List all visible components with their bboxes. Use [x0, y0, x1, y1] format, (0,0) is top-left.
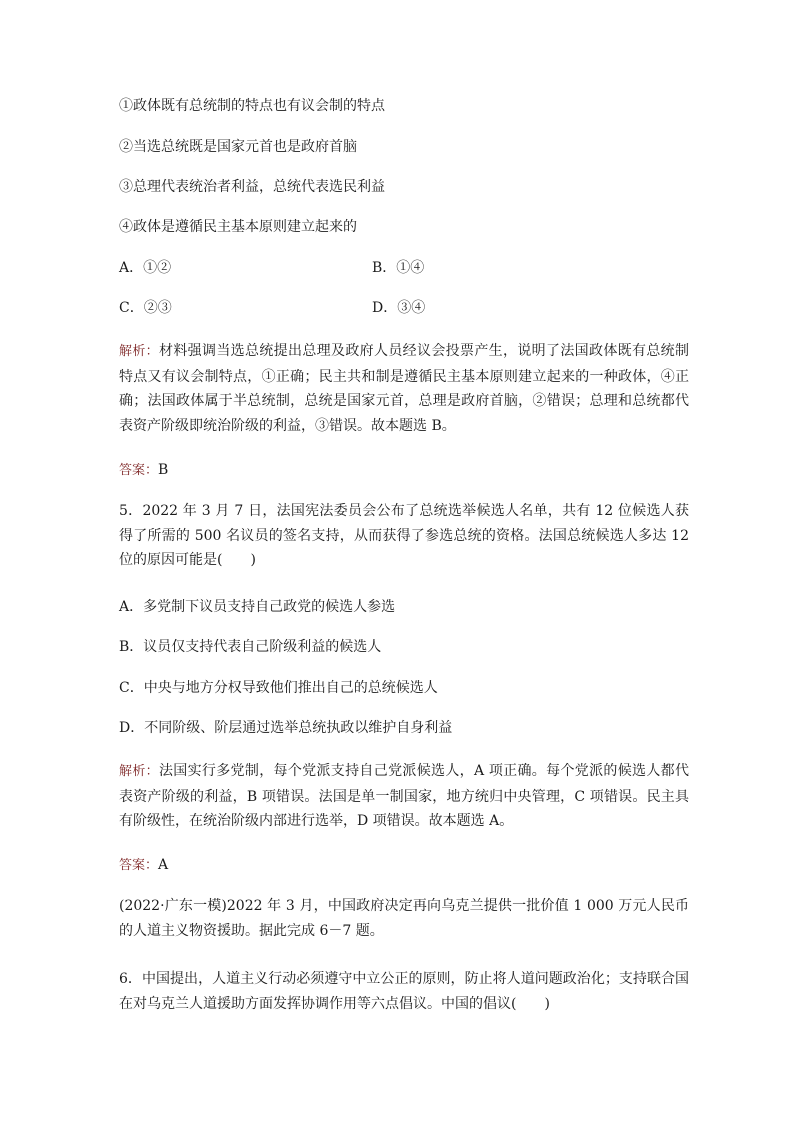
statement-3: ③总理代表统治者利益，总统代表选民利益: [119, 179, 385, 195]
statement-2: ②当选总统既是国家元首也是政府首脑: [119, 139, 357, 155]
option-d: D．③④: [372, 300, 426, 316]
option-a: A．①②: [119, 260, 172, 276]
q5-option-a: A．多党制下议员支持自己政党的候选人参选: [119, 599, 396, 615]
analysis-label: 解析：: [119, 344, 159, 359]
material-intro: (2022·广东一模)2022 年 3 月，中国政府决定再向乌克兰提供一批价值 1 000 万元人民币的人道主义物资援助。据此完成 6－7 题。: [119, 898, 689, 939]
q5-answer-value: A: [158, 857, 169, 873]
statement-4: ④政体是遵循民主基本原则建立起来的: [119, 219, 357, 235]
q5-answer-label: 答案：: [119, 858, 159, 873]
question-5-stem: 5．2022 年 3 月 7 日，法国宪法委员会公布了总统选举候选人名单，共有 12 位候选人获得了所需的 500 名议员的签名支持，从而获得了参选总统的资格。法国总统候选人多达 12 位的原因可能是( ): [119, 503, 689, 568]
answer-line: [119, 460, 689, 481]
option-b: B．①④: [372, 260, 425, 276]
statement-1: ①政体既有总统制的特点也有议会制的特点: [119, 98, 385, 114]
answer-label: 答案：: [119, 463, 159, 478]
q5-option-d: D．不同阶级、阶层通过选举总统执政以维护自身利益: [119, 720, 453, 736]
question-6-stem: 6．中国提出，人道主义行动必须遵守中立公正的原则，防止将人道问题政治化；支持联合国在对乌克兰人道援助方面发挥协调作用等六点倡议。中国的倡议( ): [119, 971, 689, 1012]
q5-option-c: C．中央与地方分权导致他们推出自己的总统候选人: [119, 680, 438, 696]
option-c: C．②③: [119, 300, 172, 316]
q5-analysis-text: 法国实行多党制，每个党派支持自己党派候选人，A 项正确。每个党派的候选人都代表资产阶级的利益，B 项错误。法国是单一制国家，地方统归中央管理，C 项错误。民主具有阶级性，在统治阶级内部进行选举，D 项错误。故本题选 A。: [119, 763, 689, 829]
q5-analysis-label: 解析：: [119, 764, 159, 779]
q5-analysis-block: [119, 759, 689, 834]
q5-option-b: B．议员仅支持代表自己阶级利益的候选人: [119, 639, 382, 655]
analysis-block: [119, 339, 689, 438]
q5-answer-line: [119, 855, 689, 876]
analysis-text: 材料强调当选总统提出总理及政府人员经议会投票产生，说明了法国政体既有总统制特点又有议会制特点，①正确；民主共和制是遵循民主基本原则建立起来的一种政体，④正确；法国政体属于半总统制，总统是国家元首，总理是政府首脑，②错误；总理和总统都代表资产阶级即统治阶级的利益，③错误。故本题选 B。: [119, 343, 689, 434]
answer-value: B: [158, 462, 169, 478]
